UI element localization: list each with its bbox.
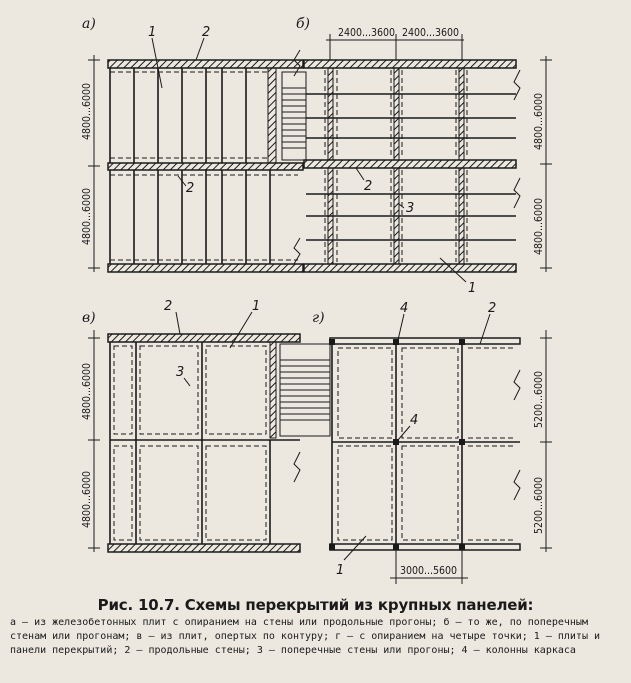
callout-g-2: 2 — [488, 301, 497, 316]
scheme-a — [81, 16, 303, 272]
wall-b-middle — [304, 160, 516, 168]
stair-wall — [268, 68, 276, 163]
scheme-b — [296, 16, 552, 296]
dim-g-lower: 5200...6000 — [533, 476, 545, 534]
wall-v-bottom — [108, 544, 300, 552]
wall-b-bottom — [304, 264, 516, 272]
panel-letter-v: в) — [82, 310, 96, 326]
panel-letter-a: а) — [82, 16, 96, 32]
callout-v-3: 3 — [176, 365, 185, 380]
longitudinal-wall-top — [108, 60, 303, 68]
stair-wall-v — [270, 342, 276, 438]
callout-v-2: 2 — [164, 299, 173, 314]
panel-letter-b: б) — [296, 16, 311, 32]
callout-a-2-mid: 2 — [186, 181, 195, 196]
frame-columns — [329, 339, 465, 550]
dim-a-upper: 4800...6000 — [81, 82, 93, 140]
wall-b-top — [304, 60, 516, 68]
staircase-top — [282, 50, 306, 264]
staircase-bottom — [280, 344, 330, 482]
dim-v-lower: 4800...6000 — [81, 470, 93, 528]
callout-g-4-mid: 4 — [410, 413, 419, 428]
callout-b-2: 2 — [364, 179, 373, 194]
callout-b-1: 1 — [468, 281, 477, 296]
callout-v-1: 1 — [252, 299, 261, 314]
dim-g-upper: 5200...6000 — [533, 370, 545, 428]
scheme-v — [81, 299, 300, 552]
callout-g-4-top: 4 — [400, 301, 409, 316]
callout-b-3: 3 — [406, 201, 415, 216]
callout-a-2-top: 2 — [202, 25, 211, 40]
support-lines-g — [338, 348, 516, 540]
caption-title: Рис. 10.7. Схемы перекрытий из крупных панелей: — [97, 596, 534, 614]
dim-a-lower: 4800...6000 — [81, 187, 93, 245]
scheme-g — [312, 301, 552, 584]
figure-caption — [6, 596, 625, 658]
dim-g-bottom: 3000...5600 — [400, 565, 458, 577]
dim-b-lower: 4800...6000 — [533, 197, 545, 255]
panel-letter-g: г) — [312, 310, 325, 326]
longitudinal-wall-bottom — [108, 264, 303, 272]
slab-grid-g — [332, 344, 520, 544]
dim-b-top-1: 2400...3600 — [338, 27, 396, 39]
longitudinal-wall-middle — [108, 163, 303, 170]
dim-b-upper: 4800...6000 — [533, 92, 545, 150]
caption-legend: а — из железобетонных плит с опиранием на стены или продольные прогоны; б — то же, по поперечным стенам или прогонам; в — из плит, опертых по контуру; г — с опиранием на четыре точки; 1 — плиты и панели перекрытий; 2 — продольные стены; 3 — поперечные стены или прогоны; 4 — колонны каркаса — [10, 617, 601, 656]
wall-g-top — [330, 338, 520, 344]
dim-b-top-2: 2400...3600 — [402, 27, 460, 39]
slab-joints-upper — [110, 68, 246, 163]
callout-a-1: 1 — [148, 25, 157, 40]
wall-v-top — [108, 334, 300, 342]
callout-g-1: 1 — [336, 563, 345, 578]
dim-v-upper: 4800...6000 — [81, 362, 93, 420]
